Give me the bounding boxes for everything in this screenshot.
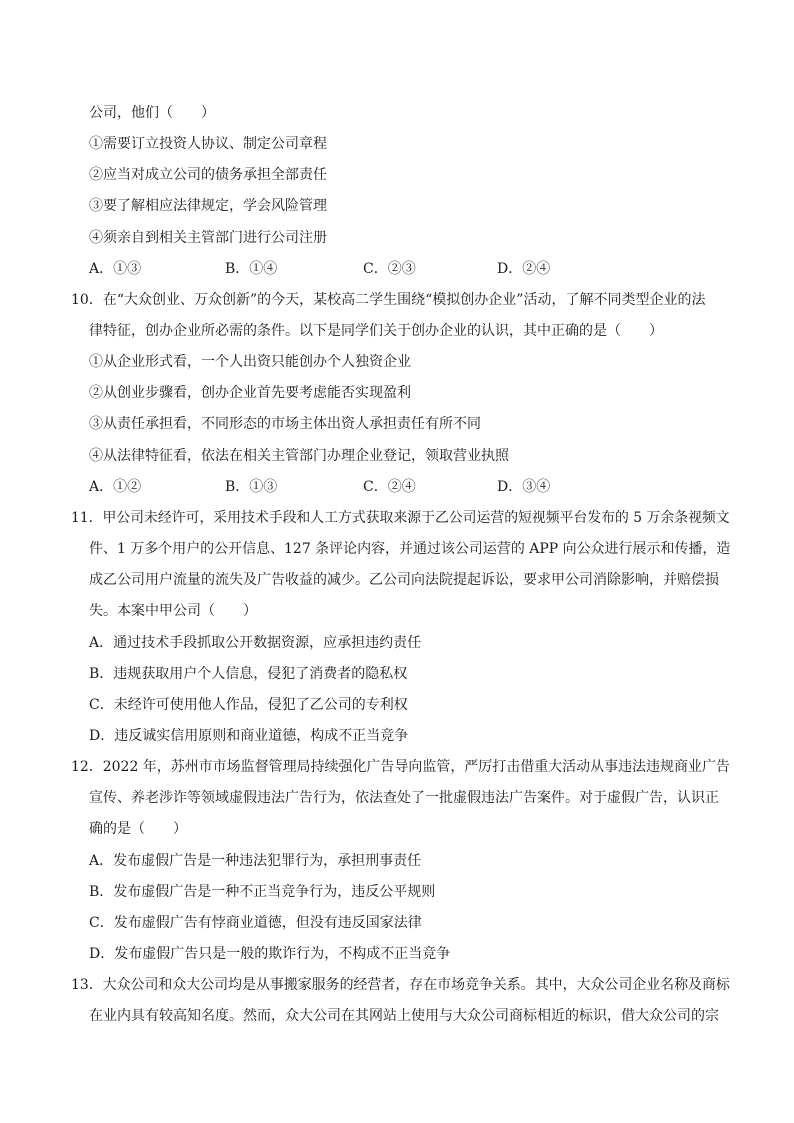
q9-continuation: 公司，他们（ ） bbox=[89, 105, 215, 121]
q11-option-d: D．违反诚实信用原则和商业道德，构成不正当竞争 bbox=[89, 728, 409, 744]
q9-option-d: D．②④ bbox=[497, 261, 551, 277]
q12-option-a: A．发布虚假广告是一种违法犯罪行为，承担刑事责任 bbox=[89, 853, 422, 869]
q12-option-b: B．发布虚假广告是一种不正当竞争行为，违反公平规则 bbox=[89, 884, 436, 900]
q10-statement-2: ②从创业步骤看，创办企业首先要考虑能否实现盈利 bbox=[89, 385, 411, 401]
q11-option-c: C．未经许可使用他人作品，侵犯了乙公司的专利权 bbox=[89, 697, 408, 713]
q10-options bbox=[89, 477, 609, 497]
q11-option-a: A．通过技术手段抓取公开数据资源，应承担违约责任 bbox=[89, 635, 422, 651]
q10-option-a: A．①② bbox=[89, 479, 142, 495]
q11-stem-line-3: 成乙公司用户流量的流失及广告收益的减少。乙公司向法院提起诉讼，要求甲公司消除影响，并赔偿损 bbox=[89, 572, 719, 588]
q9-option-b: B．①④ bbox=[225, 261, 278, 277]
q10-option-d: D．③④ bbox=[497, 479, 551, 495]
q12-stem-line-2: 宣传、养老涉诈等领域虚假违法广告行为，依法查处了一批虚假违法广告案件。对于虚假广告，认识正 bbox=[89, 790, 719, 806]
q12-stem-line-1: 12．2022 年，苏州市市场监督管理局持续强化广告导向监管，严厉打击借重大活动从事违法违规商业广告 bbox=[71, 759, 730, 775]
q11-option-b: B．违规获取用户个人信息，侵犯了消费者的隐私权 bbox=[89, 666, 408, 682]
q11-stem-line-4: 失。本案中甲公司（ ） bbox=[89, 603, 257, 619]
q9-statement-1: ①需要订立投资人协议、制定公司章程 bbox=[89, 136, 327, 152]
q12-option-c: C．发布虚假广告有悖商业道德，但没有违反国家法律 bbox=[89, 915, 422, 931]
q10-stem-line-1: 10．在“大众创业、万众创新”的今天，某校高二学生围绕“模拟创办企业”活动，了解不同类型企业的法 bbox=[71, 292, 706, 308]
q9-statement-3: ③要了解相应法律规定，学会风险管理 bbox=[89, 198, 327, 214]
q13-stem-line-2: 在业内具有较高知名度。然而，众大公司在其网站上使用与大众公司商标相近的标识，借大众公司的宗 bbox=[89, 1008, 719, 1024]
q10-statement-3: ③从责任承担看，不同形态的市场主体出资人承担责任有所不同 bbox=[89, 416, 481, 432]
q10-statement-4: ④从法律特征看，依法在相关主管部门办理企业登记，领取营业执照 bbox=[89, 448, 509, 464]
q11-stem-line-1: 11．甲公司未经许可，采用技术手段和人工方式获取来源于乙公司运营的短视频平台发布的 5 万余条视频文 bbox=[71, 510, 730, 526]
q11-stem-line-2: 件、1 万多个用户的公开信息、127 条评论内容，并通过该公司运营的 APP 向公众进行展示和传播，造 bbox=[89, 541, 731, 557]
q10-option-b: B．①③ bbox=[225, 479, 278, 495]
q12-option-d: D．发布虚假广告只是一般的欺诈行为，不构成不正当竞争 bbox=[89, 946, 451, 962]
q10-option-c: C．②④ bbox=[363, 479, 416, 495]
q9-option-c: C．②③ bbox=[363, 261, 416, 277]
q12-stem-line-3: 确的是（ ） bbox=[89, 821, 187, 837]
q10-stem-line-2: 律特征，创办企业所必需的条件。以下是同学们关于创办企业的认识，其中正确的是（ ） bbox=[89, 323, 663, 339]
q9-statement-2: ②应当对成立公司的债务承担全部责任 bbox=[89, 167, 327, 183]
q10-statement-1: ①从企业形式看，一个人出资只能创办个人独资企业 bbox=[89, 354, 411, 370]
q13-stem-line-1: 13．大众公司和众大公司均是从事搬家服务的经营者，存在市场竞争关系。其中，大众公司企业名称及商标 bbox=[71, 977, 730, 993]
q9-statement-4: ④须亲自到相关主管部门进行公司注册 bbox=[89, 230, 327, 246]
q9-options bbox=[89, 259, 609, 279]
q9-option-a: A．①③ bbox=[89, 261, 142, 277]
